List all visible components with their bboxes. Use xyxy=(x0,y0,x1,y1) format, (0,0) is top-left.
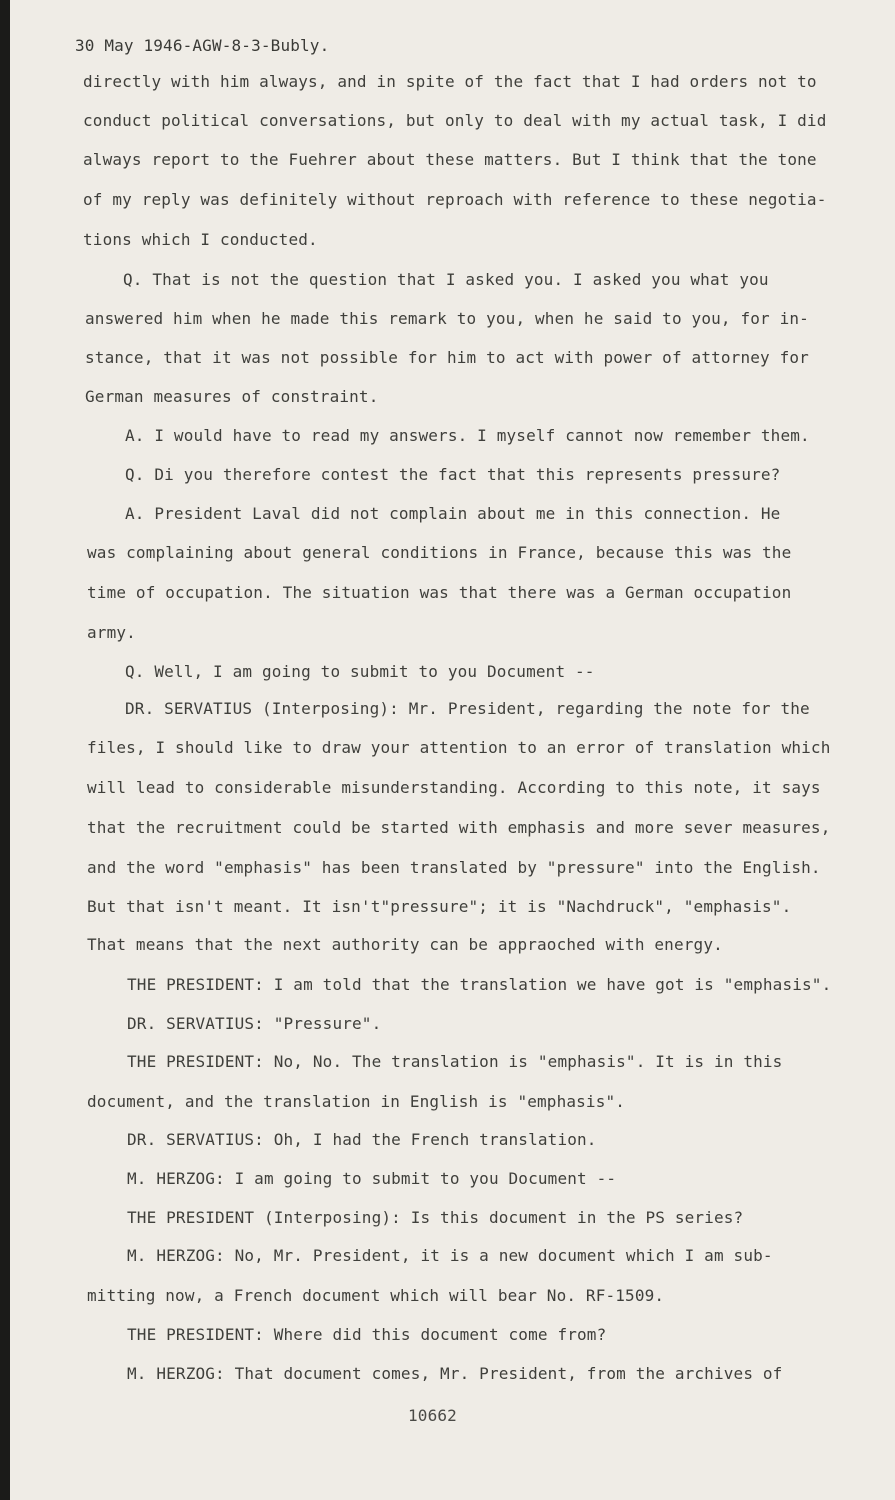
document-page xyxy=(10,0,895,1500)
text-line: time of occupation. The situation was that there was a German occupation xyxy=(87,583,792,602)
text-line: A. President Laval did not complain about me in this connection. He xyxy=(125,504,781,523)
text-line: DR. SERVATIUS: "Pressure". xyxy=(127,1014,382,1033)
text-line: answered him when he made this remark to you, when he said to you, for in- xyxy=(85,309,809,328)
text-line: THE PRESIDENT: I am told that the translation we have got is "emphasis". xyxy=(127,975,832,994)
text-line: tions which I conducted. xyxy=(83,230,318,249)
page-number: 10662 xyxy=(408,1406,457,1425)
text-line: THE PRESIDENT (Interposing): Is this document in the PS series? xyxy=(127,1208,744,1227)
text-line: DR. SERVATIUS (Interposing): Mr. President, regarding the note for the xyxy=(125,699,810,718)
text-line: of my reply was definitely without reproach with reference to these negotia- xyxy=(83,190,827,209)
text-line: M. HERZOG: No, Mr. President, it is a new document which I am sub- xyxy=(127,1246,773,1265)
text-line: files, I should like to draw your attention to an error of translation which xyxy=(87,738,831,757)
text-line: directly with him always, and in spite of the fact that I had orders not to xyxy=(83,72,817,91)
text-line: Q. Di you therefore contest the fact that this represents pressure? xyxy=(125,465,781,484)
text-line: mitting now, a French document which will bear No. RF-1509. xyxy=(87,1286,665,1305)
text-line: was complaining about general conditions in France, because this was the xyxy=(87,543,792,562)
text-line: M. HERZOG: That document comes, Mr. President, from the archives of xyxy=(127,1364,783,1383)
text-line: conduct political conversations, but only to deal with my actual task, I did xyxy=(83,111,827,130)
text-line: stance, that it was not possible for him to act with power of attorney for xyxy=(85,348,809,367)
text-line: A. I would have to read my answers. I myself cannot now remember them. xyxy=(125,426,810,445)
text-line: always report to the Fuehrer about these matters. But I think that the tone xyxy=(83,150,817,169)
text-line: army. xyxy=(87,623,136,642)
text-line: will lead to considerable misunderstanding. According to this note, it says xyxy=(87,778,821,797)
text-line: M. HERZOG: I am going to submit to you Document -- xyxy=(127,1169,617,1188)
text-line: But that isn't meant. It isn't"pressure"; it is "Nachdruck", "emphasis". xyxy=(87,897,792,916)
page-header: 30 May 1946-AGW-8-3-Bubly. xyxy=(75,36,330,55)
text-line: that the recruitment could be started with emphasis and more sever measures, xyxy=(87,818,831,837)
text-line: THE PRESIDENT: Where did this document come from? xyxy=(127,1325,607,1344)
text-line: and the word "emphasis" has been translated by "pressure" into the English. xyxy=(87,858,821,877)
text-line: That means that the next authority can be appraoched with energy. xyxy=(87,935,723,954)
text-line: Q. Well, I am going to submit to you Document -- xyxy=(125,662,595,681)
text-line: document, and the translation in English is "emphasis". xyxy=(87,1092,626,1111)
text-line: THE PRESIDENT: No, No. The translation is "emphasis". It is in this xyxy=(127,1052,783,1071)
text-line: Q. That is not the question that I asked you. I asked you what you xyxy=(123,270,769,289)
text-line: German measures of constraint. xyxy=(85,387,379,406)
text-line: DR. SERVATIUS: Oh, I had the French translation. xyxy=(127,1130,597,1149)
